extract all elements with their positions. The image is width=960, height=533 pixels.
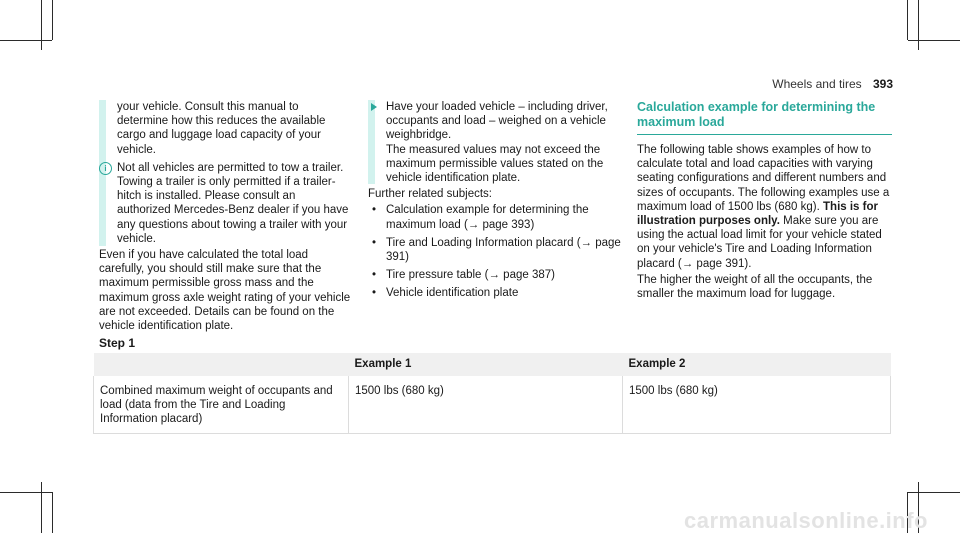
column-1: [99, 100, 351, 335]
crop-mark: [918, 0, 919, 50]
section-title: Wheels and tires: [772, 77, 862, 91]
column-3: [637, 100, 892, 303]
intro-text: The following table shows examples of how to calculate total and load capacities with varying seating configurations and different numbers and sizes of occupants. The following examples use a maximum load of 1500 lbs (680 kg).: [637, 144, 890, 213]
table-cell: 1500 lbs (680 kg): [623, 376, 891, 433]
crop-mark: [908, 492, 960, 493]
info-note: [99, 161, 351, 246]
weight-paragraph: The higher the weight of all the occupants, the smaller the maximum load for luggage.: [637, 273, 873, 301]
step-label: Step 1: [99, 336, 136, 350]
related-list: [368, 203, 626, 300]
table-header-cell: [94, 353, 349, 376]
heading-rule: [637, 134, 892, 135]
related-link-vin-plate[interactable]: • Vehicle identification plate: [368, 286, 626, 300]
crop-mark: [41, 482, 42, 533]
step-note: The measured values may not exceed the maximum permissible values stated on the vehicle identification plate.: [386, 143, 604, 185]
related-link-pressure-table[interactable]: • Tire pressure table (→ page 387): [368, 268, 626, 282]
table-header-cell: Example 2: [623, 353, 891, 376]
crop-mark: [907, 0, 908, 40]
table-header-row: [94, 353, 891, 376]
body-paragraph: Even if you have calculated the total load carefully, you should still make sure that the maximum permissible gross mass and the maximum gross axle weight rating of your vehicle are not exceeded. Details can be found on the vehicle identification plate.: [99, 249, 351, 333]
watermark: carmanualsonline.info: [684, 507, 928, 533]
column-2: [368, 100, 626, 305]
step-text: Have your loaded vehicle – including driver, occupants and load – weighed on a vehicle weighbridge.: [386, 101, 608, 142]
related-label: Further related subjects:: [368, 188, 493, 201]
step-arrow-icon: [371, 103, 377, 111]
page-number: 393: [872, 77, 893, 91]
crop-mark: [52, 0, 53, 40]
info-icon: i: [99, 162, 112, 175]
instruction-step: [368, 100, 626, 185]
related-link-placard[interactable]: • Tire and Loading Information placard (→ page 391): [368, 236, 626, 264]
intro-paragraph: [637, 143, 892, 271]
table-header-cell: Example 1: [349, 353, 623, 376]
crop-mark: [41, 0, 42, 50]
crop-mark: [0, 40, 52, 41]
table-row: [94, 376, 891, 433]
table-cell: 1500 lbs (680 kg): [349, 376, 623, 433]
continuation-text: your vehicle. Consult this manual to determine how this reduces the available cargo and luggage load capacity of your vehicle.: [117, 101, 326, 156]
crop-mark: [908, 40, 960, 41]
example-table: [93, 353, 891, 434]
intro-bold: This is for illustration purposes only.: [637, 200, 878, 228]
intro-tail: Make sure you are using the actual load limit for your vehicle stated on your vehicle's Tire and Loading Information placard (→ page 391).: [637, 215, 882, 270]
note-text: Not all vehicles are permitted to tow a trailer. Towing a trailer is only permitted if a trailer-hitch is installed. Please consult an authorized Mercedes-Benz dealer if you have any questions about towing a trailer with your vehicle.: [117, 161, 349, 245]
crop-mark: [52, 492, 53, 533]
page-header: [772, 77, 893, 91]
crop-mark: [0, 492, 52, 493]
table-cell: Combined maximum weight of occupants and load (data from the Tire and Loading Information placard): [94, 376, 349, 433]
related-link-calc-example[interactable]: • Calculation example for determining the maximum load (→ page 393): [368, 203, 626, 231]
section-heading: Calculation example for determining the maximum load: [637, 100, 876, 129]
